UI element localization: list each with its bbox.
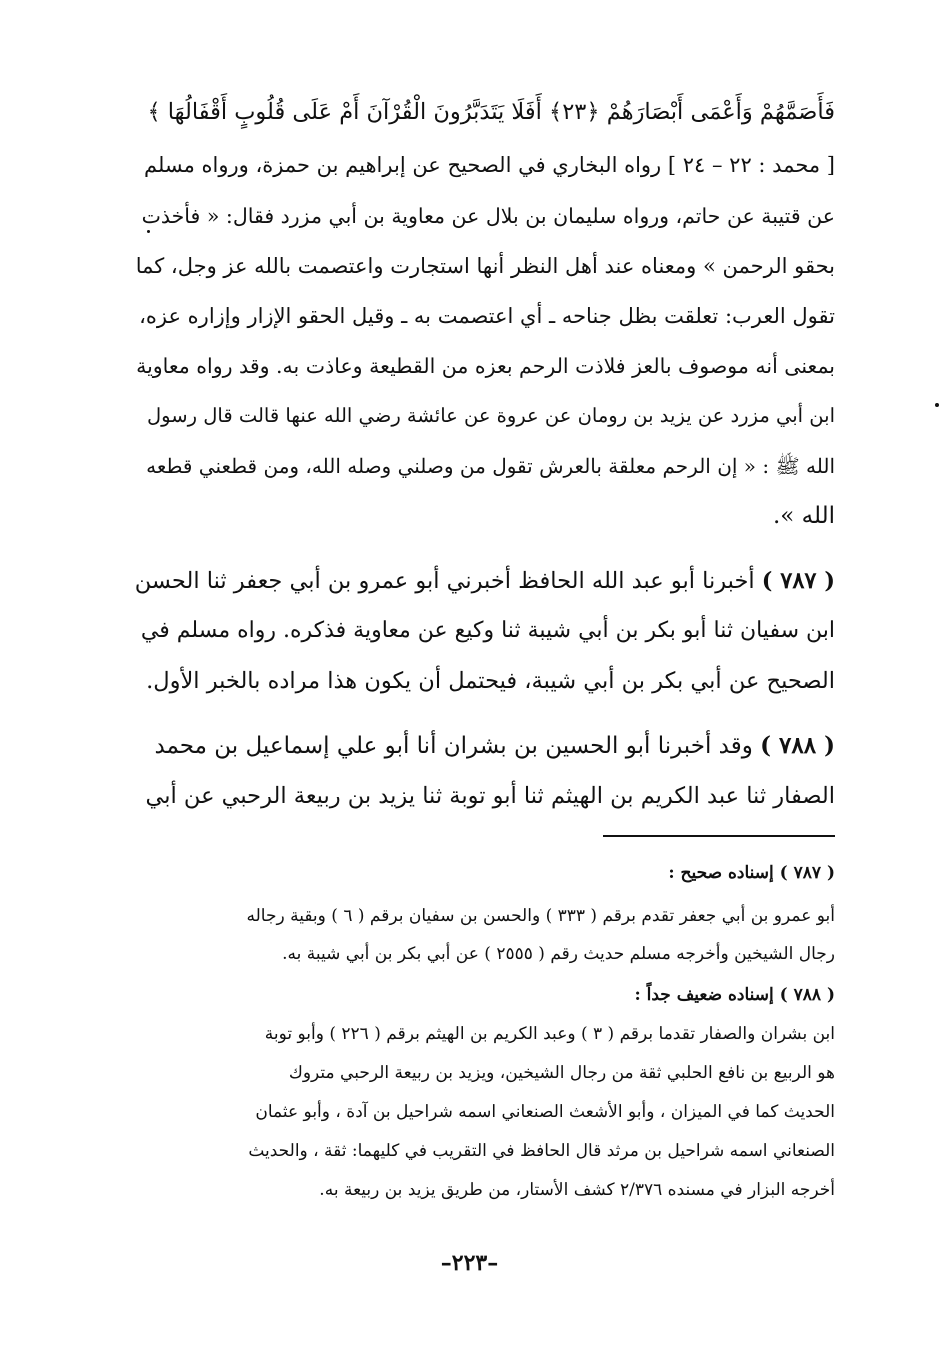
text-line: [ محمد : ٢٢ – ٢٤ ] رواه البخاري في الصحيح عن إبراهيم بن حمزة، ورواه مسلم [143,153,835,177]
footnotes [135,0,835,1230]
text-line: الصفار ثنا عبد الكريم بن الهيثم ثنا أبو توبة ثنا يزيد بن ربيعة الرحبي عن أبي [145,783,835,809]
text-line: عن قتيبة عن حاتم، ورواه سليمان بن بلال عن معاوية بن أبي مزرد فقال: « فأخذت [141,204,835,228]
text-line: بحقو الرحمن » ومعناه عند أهل النظر أنها استجارت واعتصمت بالله عز وجل، كما [135,254,835,278]
text-line: الله ﷺ : « إن الرحم معلقة بالعرش تقول من وصلني وصله الله، ومن قطعني قطعه [146,454,835,478]
hadith-text: أخبرنا أبو عبد الله الحافظ أخبرني أبو عمرو بن أبي جعفر ثنا الحسن [134,568,755,594]
text-line: الصحيح عن أبي بكر بن أبي شيبة، فيحتمل أن يكون هذا مراده بالخبر الأول. [146,668,835,694]
text-line: الله ». [772,503,835,529]
footnote-heading: ( ٧٨٨ ) إسناده ضعيف جداً : [634,985,835,1005]
footnote-line: هو الربيع بن نافع الحلبي ثقة من رجال الشيخين، ويزيد بن ربيعة الرحبي متروك [288,1063,835,1083]
scan-mark [147,230,150,233]
footnote-line: الصنعاني اسمه شراحيل بن مرثد قال الحافظ في التقريب في كليهما: ثقة ، والحديث [248,1141,835,1161]
text-line: ابن سفيان ثنا أبو بكر بن أبي شيبة ثنا وكيع عن معاوية فذكره. رواه مسلم في [140,618,835,643]
page-number: –٢٢٣– [440,1250,499,1276]
text-line: ابن أبي مزرد عن يزيد بن رومان عن عروة عن عائشة رضي الله عنها قالت قال رسول [147,404,835,427]
footnote-line: ابن بشران والصفار تقدما برقم ( ٣ ) وعبد الكريم بن الهيثم برقم ( ٢٢٦ ) وأبو توبة [264,1024,835,1044]
hadith-number: ( ٧٨٧ ) [761,568,835,594]
text-line: فَأَصَمَّهُمْ وَأَعْمَى أَبْصَارَهُمْ ﴿٢٣﴾ أَفَلَا يَتَدَبَّرُونَ الْقُرْآنَ أَمْ عَلَى قُلُوبٍ أَقْفَالُهَا ﴾ [147,99,835,125]
scan-mark [935,403,939,407]
footnote-line: الحديث كما في الميزان ، وأبو الأشعث الصنعاني اسمه شراحيل بن آدة ، وأبو عثمان [255,1102,835,1122]
footnote-heading: ( ٧٨٧ ) إسناده صحيح : [668,863,835,883]
text-line: بمعنى أنه موصوف بالعز فلاذت الرحم بعزه من القطيعة وعاذت به. وقد رواه معاوية [136,354,835,378]
text-line: تقول العرب: تعلقت بظل جناحه ـ أي اعتصمت به ـ وقيل الحقو الإزار وإزاره عزه، [139,304,835,328]
footnote-line: رجال الشيخين وأخرجه مسلم حديث رقم ( ٢٥٥٥ ) عن أبي بكر بن أبي شيبة به. [282,944,835,964]
footnote-line: أبو عمرو بن أبي جعفر تقدم برقم ( ٣٣٣ ) والحسن بن سفيان برقم ( ٦ ) وبقية رجاله [246,906,835,926]
hadith-number: ( ٧٨٨ ) [760,732,835,759]
hadith-text: وقد أخبرنا أبو الحسين بن بشران أنا أبو علي إسماعيل بن محمد [154,733,753,759]
footnote-line: أخرجه البزار في مسنده ٢/٣٧٦ كشف الأستار، من طريق يزيد بن ربيعة به. [319,1180,835,1200]
